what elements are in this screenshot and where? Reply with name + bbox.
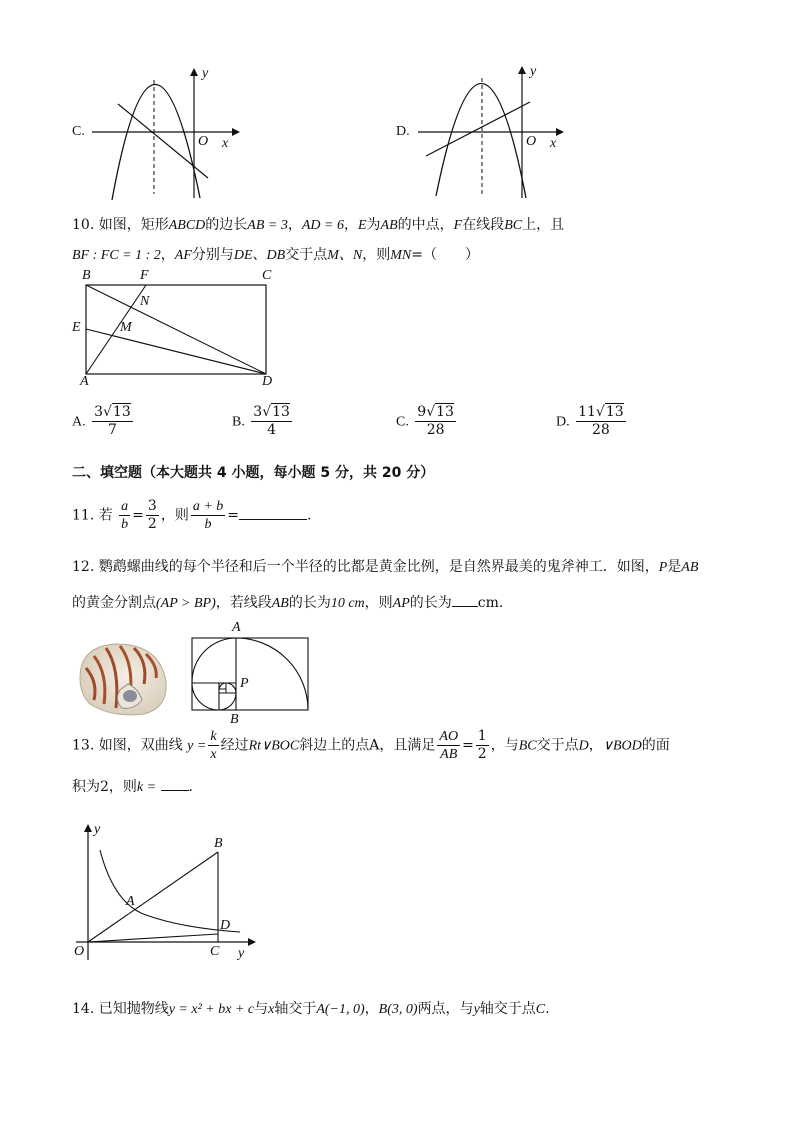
sqrt-symbol: √13 — [262, 404, 290, 420]
label-a: A — [126, 894, 135, 909]
option-letter: A. — [72, 414, 86, 430]
denominator: AB — [440, 747, 458, 762]
label-p: P — [240, 676, 249, 691]
equals-sign: = — [462, 737, 474, 754]
q14-number: 14. — [72, 1001, 95, 1017]
numerator: 3 — [147, 498, 157, 514]
q12-text: ，若线段 — [215, 595, 272, 611]
label-x-axis: y — [238, 946, 245, 961]
q10-option-c — [396, 404, 458, 439]
answer-blank[interactable] — [452, 592, 478, 607]
denominator: 2 — [147, 516, 157, 532]
q11-number: 11. — [72, 507, 95, 524]
q14-point-b: B(3, 0) — [378, 1002, 418, 1017]
answer-blank[interactable] — [239, 505, 307, 520]
q10-de: DE — [233, 248, 253, 263]
option-letter: D. — [556, 414, 570, 430]
hyperbola-figure — [70, 820, 260, 966]
coef: 11 — [578, 404, 596, 420]
label-a: A — [232, 620, 241, 635]
q10-mn: MN — [390, 248, 412, 263]
graph-c-origin-label: O — [198, 134, 209, 149]
q14-text: 已知抛物线 — [98, 1001, 169, 1017]
sqrt-symbol: √13 — [103, 404, 131, 420]
label-c: C — [262, 268, 272, 283]
label-d: D — [262, 374, 273, 389]
q14-point-a: A(−1, 0) — [316, 1002, 365, 1017]
q12-number: 12. — [72, 559, 95, 575]
q12-text: ，则 — [364, 595, 393, 611]
label-n: N — [140, 294, 150, 309]
q13-frac-ao-ab — [437, 728, 460, 763]
denominator: 7 — [107, 422, 117, 438]
q13-frac-k-over-x — [208, 728, 218, 763]
q12-figure — [190, 620, 320, 732]
q13-text: 交于点 — [536, 737, 579, 754]
q13-text: 斜边上的点A，且满足 — [299, 737, 436, 754]
nautilus-shell-image — [72, 638, 172, 718]
q12-line1 — [72, 556, 698, 576]
q12-unit: cm — [477, 595, 499, 611]
label-d: D — [220, 918, 231, 933]
label-b: B — [230, 712, 239, 727]
q14-text: ， — [364, 1001, 379, 1017]
q10-text: 的边长 — [205, 217, 248, 233]
option-value — [415, 404, 456, 439]
denominator: b — [204, 517, 212, 532]
graph-c-y-label: y — [202, 66, 209, 81]
section-title: 二、填空题（本大题共 4 小题，每小题 5 分，共 20 分） — [72, 465, 435, 481]
q10-ad-eq: AD = 6 — [301, 218, 344, 233]
q14-text: 与 — [254, 1001, 269, 1017]
q10-bc: BC — [504, 218, 523, 233]
q14-text: 轴交于点 — [479, 1001, 536, 1017]
q10-number: 10. — [72, 217, 95, 233]
q10-e: E — [357, 218, 367, 233]
q10-ab: AB — [380, 218, 398, 233]
golden-rectangle — [190, 620, 320, 732]
q13-text: 经过 — [220, 737, 249, 754]
q10-text: 在线段 — [462, 217, 505, 233]
graph-c-x-label: x — [222, 136, 229, 151]
label-y: y — [94, 822, 101, 837]
q10-text: ， — [343, 217, 358, 233]
q10-abcd: ABCD — [168, 218, 206, 233]
q10-text: 上，且 — [522, 217, 565, 233]
radicand: 13 — [436, 404, 454, 420]
q12-text: 的长为 — [409, 595, 452, 611]
numerator: k — [210, 729, 217, 744]
q10-f: F — [453, 218, 463, 233]
q13-text: 积为 — [72, 779, 100, 795]
q10-ratio: BF : FC = 1 : 2 — [72, 248, 161, 263]
q13-text: ，则 — [108, 779, 137, 795]
option-value — [92, 404, 133, 439]
radicand: 13 — [272, 404, 290, 420]
q10-line2 — [72, 244, 479, 264]
q11-frac-3-over-2 — [146, 498, 159, 533]
coef: 3 — [94, 404, 103, 420]
q13-d: D — [578, 738, 589, 754]
option-d-label: D. — [396, 124, 410, 139]
q10-text: 交于点 — [285, 247, 328, 263]
period: . — [545, 1001, 550, 1017]
q13-area: 2 — [100, 779, 109, 795]
numerator: AO — [439, 729, 459, 744]
denominator: 28 — [591, 422, 610, 438]
label-a: A — [80, 374, 89, 389]
q13-k-eq: k = — [136, 780, 157, 795]
denominator: 2 — [477, 746, 487, 762]
q10-ab-eq: AB = 3 — [247, 218, 288, 233]
q10-text: 如图，矩形 — [98, 217, 169, 233]
option-letter: B. — [232, 414, 245, 430]
sqrt-symbol: √13 — [426, 404, 454, 420]
q12-ap: AP — [392, 596, 410, 611]
numerator: a — [121, 499, 129, 514]
q13-text: 如图，双曲线 — [98, 737, 183, 754]
rectangle-figure — [66, 266, 286, 394]
q12-length: 10 cm — [330, 596, 365, 611]
q10-option-b — [232, 404, 294, 439]
q10-option-a — [72, 404, 135, 439]
label-c: C — [210, 944, 220, 959]
q13-bod: ∨BOD — [602, 738, 642, 754]
q13-text: 的面 — [641, 737, 670, 754]
coef: 9 — [417, 404, 427, 420]
q10-text: 、 — [252, 247, 267, 263]
q10-af: AF — [174, 248, 192, 263]
option-value — [251, 404, 292, 439]
q13-text: ， — [588, 737, 603, 754]
q10-mn-points: M、N — [327, 248, 363, 263]
q13-line2 — [72, 776, 193, 796]
q10-figure — [66, 266, 286, 394]
period: . — [188, 779, 193, 795]
q14-text: 两点，与 — [417, 1001, 474, 1017]
q14-parabola: y = x² + bx + c — [168, 1002, 255, 1017]
period: . — [307, 507, 312, 524]
numerator: a + b — [192, 499, 224, 514]
q12-condition: (AP > BP) — [156, 596, 216, 611]
denominator: 4 — [267, 422, 277, 438]
graph-c — [72, 66, 242, 200]
label-b: B — [214, 836, 223, 851]
q14-y: y — [473, 1002, 480, 1017]
q10-text: 为 — [366, 217, 381, 233]
q13-bc: BC — [518, 738, 537, 754]
q10-text: ， — [160, 247, 175, 263]
label-m: M — [120, 320, 132, 335]
radicand: 13 — [112, 404, 131, 420]
q12-text: 是 — [667, 559, 682, 575]
q10-text: ，则 — [362, 247, 391, 263]
graph-d — [396, 62, 566, 200]
q13-frac-half — [476, 728, 489, 763]
q11-text: 若 — [98, 507, 113, 524]
q13-line1 — [72, 728, 670, 763]
q14-x: x — [268, 1002, 275, 1017]
radicand: 13 — [605, 404, 624, 420]
graph-d-x-label: x — [550, 136, 557, 151]
q12-ab: AB — [271, 596, 289, 611]
label-e: E — [72, 320, 81, 335]
q12-line2 — [72, 592, 503, 612]
q13-text: ，与 — [490, 737, 519, 754]
q9-option-d — [396, 62, 566, 200]
coef: 3 — [253, 404, 263, 420]
q10-line1: 10. 如图，矩形ABCD的边长AB = 3，AD = 6，E为AB的中点，F在线段BC上，且 — [72, 217, 565, 233]
denominator: b — [121, 517, 129, 532]
q11 — [72, 498, 311, 533]
graph-d-origin-label: O — [526, 134, 537, 149]
q10-db: DB — [266, 248, 286, 263]
q11-frac-sum — [191, 498, 225, 533]
denominator: 28 — [426, 422, 445, 438]
equals-sign: = — [227, 507, 240, 524]
q12-text: 的黄金分割点 — [72, 595, 156, 611]
q12-text: 的长为 — [288, 595, 331, 611]
option-value — [576, 404, 626, 439]
q14-text: 轴交于 — [274, 1001, 317, 1017]
equals-sign: = — [132, 507, 144, 524]
q11-text: ，则 — [160, 507, 189, 524]
q13-number: 13. — [72, 737, 95, 754]
q13-y-eq: y = — [187, 738, 207, 754]
q13-figure — [70, 820, 260, 966]
q12-p: P — [658, 560, 668, 575]
graph-d-y-label: y — [530, 64, 537, 79]
option-c-label: C. — [72, 124, 85, 139]
label-f: F — [140, 268, 149, 283]
answer-blank[interactable] — [161, 776, 189, 791]
q12-ab: AB — [681, 560, 699, 575]
option-letter: C. — [396, 414, 409, 430]
q10-text: 分别与 — [191, 247, 234, 263]
q10-option-d — [556, 404, 628, 439]
label-o: O — [74, 944, 85, 959]
period: . — [498, 595, 504, 611]
q13-triangle: Rt∨BOC — [248, 738, 300, 754]
denominator: x — [210, 747, 217, 762]
q14 — [72, 998, 550, 1018]
q10-text: =（ ） — [411, 247, 479, 263]
q11-frac-a-over-b — [119, 498, 130, 533]
q12-text: 鹦鹉螺曲线的每个半径和后一个半径的比都是黄金比例，是自然界最美的鬼斧神工．如图， — [98, 559, 659, 575]
q10-text: 的中点， — [397, 217, 454, 233]
label-b: B — [82, 268, 91, 283]
sqrt-symbol: √13 — [595, 404, 624, 420]
numerator: 1 — [477, 728, 487, 744]
q14-c: C — [535, 1002, 546, 1017]
q9-option-c — [72, 66, 242, 200]
